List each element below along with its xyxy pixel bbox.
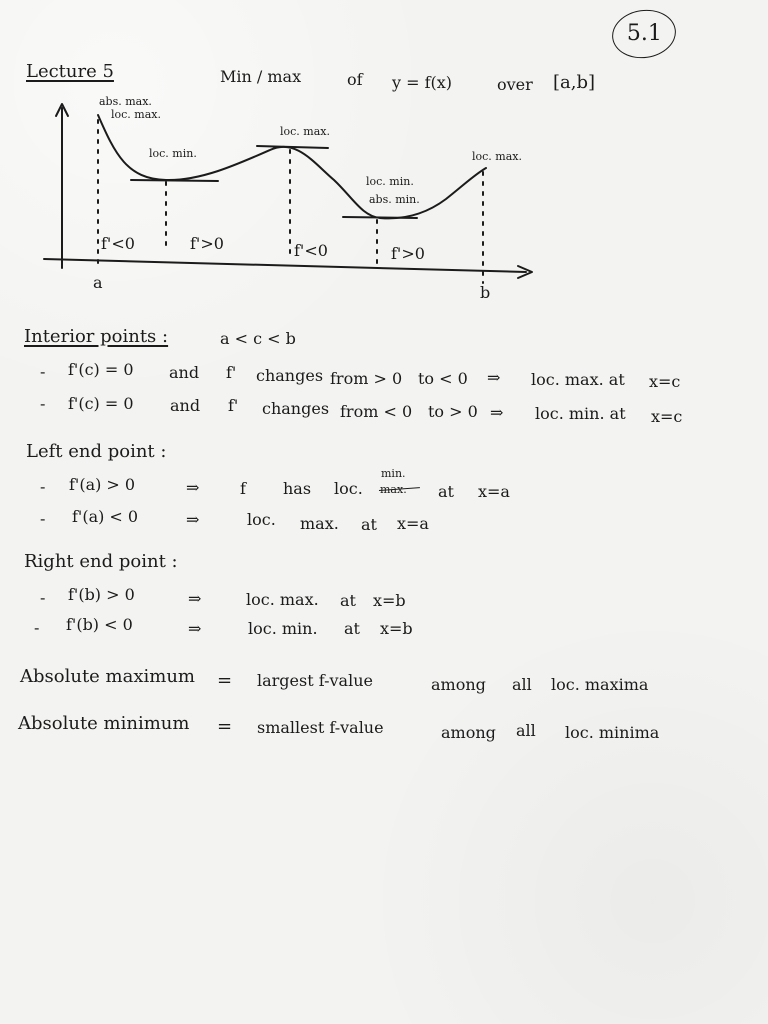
left-end-line-2-dash: -	[40, 509, 46, 528]
interior-line-2-to: to > 0	[428, 402, 478, 421]
interior-line-1-fprime: f'	[226, 363, 237, 382]
interior-line-1-x: x=c	[649, 372, 681, 391]
label-fprime-gt-0-left: f'>0	[190, 234, 224, 253]
left-end-line-1-loc: loc.	[334, 479, 363, 498]
header-title-part-4: over	[497, 75, 533, 94]
right-end-line-1-dash: -	[40, 588, 46, 607]
label-loc-max-left: loc. max.	[111, 108, 161, 121]
right-end-line-2-result: loc. min.	[248, 619, 318, 638]
left-end-line-2-loc: loc.	[247, 510, 276, 529]
right-end-line-2-arrow: ⇒	[188, 619, 202, 638]
right-end-line-1-x: x=b	[373, 591, 406, 610]
left-end-line-1-dash: -	[40, 477, 46, 496]
label-abs-max: abs. max.	[99, 95, 152, 108]
left-end-line-2-arrow: ⇒	[186, 510, 200, 529]
label-fprime-gt-0-right: f'>0	[391, 244, 425, 263]
header-title-part-5: [a,b]	[553, 72, 596, 93]
absolute-max-among: among	[431, 675, 486, 694]
left-end-line-1-eq: f'(a) > 0	[69, 475, 136, 494]
page-badge-text: 5.1	[626, 20, 662, 46]
right-end-heading: Right end point :	[24, 551, 178, 572]
interior-line-2-eq: f'(c) = 0	[68, 394, 134, 413]
interior-line-2-x: x=c	[651, 407, 683, 426]
interior-line-1-dash: -	[40, 362, 46, 381]
label-loc-min-left: loc. min.	[149, 147, 197, 160]
absolute-min-middle: smallest f-value	[257, 718, 384, 737]
header-title-part-1: Min / max	[220, 67, 302, 86]
left-min-tangent	[131, 180, 218, 181]
left-end-line-1-min: min.	[381, 467, 406, 480]
label-abs-min: abs. min.	[369, 193, 420, 206]
interior-line-2-and: and	[170, 396, 201, 415]
interior-line-2-from: from < 0	[340, 402, 413, 421]
interior-line-2-dash: -	[40, 394, 46, 413]
lecture-title: Lecture 5	[26, 61, 114, 82]
interior-line-1-and: and	[169, 363, 200, 382]
label-fprime-lt-0-left: f'<0	[101, 234, 135, 253]
x-axis	[44, 259, 526, 272]
left-end-line-2-x: x=a	[397, 514, 429, 533]
absolute-min-equals: =	[217, 716, 233, 737]
absolute-min-right: loc. minima	[565, 723, 660, 742]
absolute-max-right: loc. maxima	[551, 675, 649, 694]
interior-line-2-result: loc. min. at	[535, 404, 626, 423]
interior-line-1-result: loc. max. at	[531, 370, 625, 389]
absolute-min-left: Absolute minimum	[18, 713, 190, 734]
left-end-line-1-x: x=a	[478, 482, 510, 501]
label-loc-min-right: loc. min.	[366, 175, 414, 188]
interior-line-1-to: to < 0	[418, 369, 468, 388]
left-end-line-1-f: f	[240, 479, 246, 498]
absolute-max-left: Absolute maximum	[20, 666, 195, 687]
interior-line-1-changes: changes	[256, 366, 324, 385]
right-end-line-1-eq: f'(b) > 0	[68, 585, 135, 604]
absolute-min-among: among	[441, 723, 496, 742]
function-graph	[0, 0, 768, 300]
interior-heading: Interior points :	[24, 326, 169, 347]
left-end-heading: Left end point :	[26, 441, 167, 462]
right-end-line-1-result: loc. max.	[246, 590, 319, 609]
label-loc-max-right: loc. max.	[472, 150, 522, 163]
interior-line-1-from: from > 0	[330, 369, 403, 388]
interior-line-1-eq: f'(c) = 0	[68, 360, 134, 379]
label-b: b	[480, 283, 491, 302]
interior-line-2-arrow: ⇒	[490, 403, 504, 422]
left-end-line-2-max: max.	[300, 514, 339, 533]
right-end-line-2-x: x=b	[380, 619, 413, 638]
left-end-line-1-at: at	[438, 482, 454, 501]
label-a: a	[93, 273, 103, 292]
right-end-line-2-dash: -	[34, 618, 40, 637]
right-end-line-1-at: at	[340, 591, 356, 610]
header-title-part-2: of	[347, 70, 363, 89]
header-title-part-3: y = f(x)	[392, 73, 453, 92]
right-min-tangent	[343, 217, 417, 218]
interior-line-1-arrow: ⇒	[487, 368, 501, 387]
left-end-line-1-has: has	[283, 479, 312, 498]
right-end-line-2-eq: f'(b) < 0	[66, 615, 133, 634]
interior-line-2-changes: changes	[262, 399, 330, 418]
absolute-max-all: all	[512, 675, 532, 694]
interior-line-2-fprime: f'	[228, 396, 239, 415]
label-loc-max-middle: loc. max.	[280, 125, 330, 138]
right-end-line-1-arrow: ⇒	[188, 589, 202, 608]
absolute-min-all: all	[516, 721, 536, 740]
absolute-max-equals: =	[217, 670, 233, 691]
absolute-max-middle: largest f-value	[257, 671, 373, 690]
right-end-line-2-at: at	[344, 619, 360, 638]
left-end-line-1-arrow: ⇒	[186, 478, 200, 497]
interior-condition: a < c < b	[220, 329, 296, 348]
middle-max-tangent	[257, 146, 328, 148]
label-fprime-lt-0-middle: f'<0	[294, 241, 328, 260]
left-end-line-2-eq: f'(a) < 0	[72, 507, 139, 526]
left-end-line-2-at: at	[361, 515, 377, 534]
